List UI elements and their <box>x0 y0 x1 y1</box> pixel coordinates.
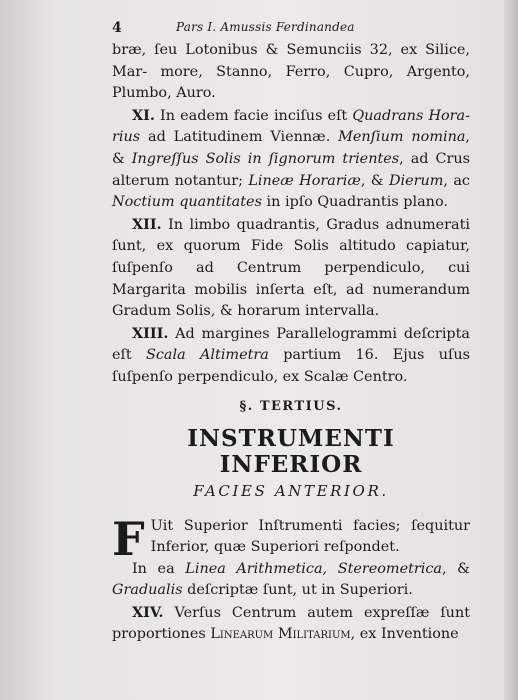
para-xiv-number: XIV. <box>132 603 164 621</box>
para-xi-italic-7: Noctium quantitates <box>112 194 262 211</box>
para-xiii-italic-1: Scala Altimetra <box>146 347 269 364</box>
para-xiv-smallcaps: Linearum Militarium <box>210 626 351 643</box>
para-in-text-3: deſcriptæ ſunt, ut in Superiori. <box>182 582 413 599</box>
para1-line1: bræ, ſeu Lotonibus & Semunciis 32, ex Silice, Mar- <box>112 42 470 80</box>
running-header <box>112 20 470 40</box>
para-xiii-text-2: partium 16. Ejus uſus ſuſpenſo perpendiculo, ex Scalæ Centro. <box>112 347 470 385</box>
running-title: Pars I. Amussis Ferdinandea <box>176 20 355 34</box>
para-in-text-2: , & <box>442 560 470 577</box>
para-xi-text-1: In eadem facie inciſus eſt <box>154 107 353 124</box>
paragraph-in-ea <box>112 559 470 602</box>
page-number: 4 <box>112 20 122 36</box>
para-in-text-1: In ea <box>132 560 186 577</box>
para-xiv-text-1: Verſus Centrum autem expreſſæ ſunt proportiones <box>112 604 470 643</box>
para-xiv-text-2: , ex Inventione <box>350 626 459 643</box>
para-xii-text: In limbo quadrantis, Gradus adnumerati ſunt, ex quorum Fide Solis altitudo capiatur, ſuſpenſo ad Centrum perpendiculo, cui Margarita mobilis inſerta eſt, ad numerandum Gradum Solis, & horarum intervalla. <box>112 216 470 320</box>
para-xi-italic-5: Lineæ Horariæ <box>248 172 361 189</box>
para-xiii-number: XIII. <box>132 324 169 342</box>
para-xi-text-2: ad Latitudinem Viennæ. <box>140 129 339 146</box>
para-xi-text-7: in ipſo Quadrantis plano. <box>261 194 448 211</box>
para-xi-text-6: , ac <box>443 172 470 189</box>
paragraph-xiii <box>112 323 470 389</box>
section-heading: §. TERTIUS. <box>239 398 343 414</box>
chapter-title: INSTRUMENTI INFERIOR <box>187 424 395 478</box>
drop-cap: F <box>112 511 145 566</box>
para-xi-text-3: , & <box>112 129 470 167</box>
para-xi-italic-6: Dierum <box>388 172 444 189</box>
para-xi-italic-3: Menſium nomina <box>338 129 466 146</box>
para-xi-text-5: , & <box>360 172 389 189</box>
paragraph-xii <box>112 214 470 323</box>
page-content <box>112 20 470 646</box>
para-xiii-text-1: Ad margines Parallelogrammi deſcripta eſt <box>112 325 470 364</box>
page-edge-shadow <box>504 0 518 700</box>
para-xi-italic-2: rius <box>112 129 141 146</box>
para-xi-italic-4: Ingreſſus Solis in ſignorum trientes <box>131 150 400 167</box>
chapter-subtitle: FACIES ANTERIOR. <box>193 481 389 500</box>
para1-line2: more, Stanno, Ferro, Cupro, Argento, Plumbo, <box>112 63 471 102</box>
paragraph-continuation <box>112 40 470 105</box>
para1-line3: Auro. <box>176 85 216 102</box>
para-in-italic-1: Linea Arithmetica, Stereometrica <box>185 560 442 577</box>
paragraph-xi <box>112 105 470 214</box>
paragraph-xiv <box>112 602 470 646</box>
para-in-italic-2: Gradualis <box>112 582 183 599</box>
paragraph-f <box>112 511 470 566</box>
para-xi-italic-1: Quadrans Hora- <box>352 107 470 124</box>
paragraph-f-text <box>112 511 470 566</box>
para-xi-number: XI. <box>132 106 155 124</box>
para-xi-text-4: , ad Crus alterum notantur; <box>112 150 471 189</box>
para-xii-number: XII. <box>132 215 162 233</box>
para-f-text: Uit Superior Inſtrumenti facies; ſequitur Inferior, quæ Superiori reſpondet. <box>150 517 470 556</box>
